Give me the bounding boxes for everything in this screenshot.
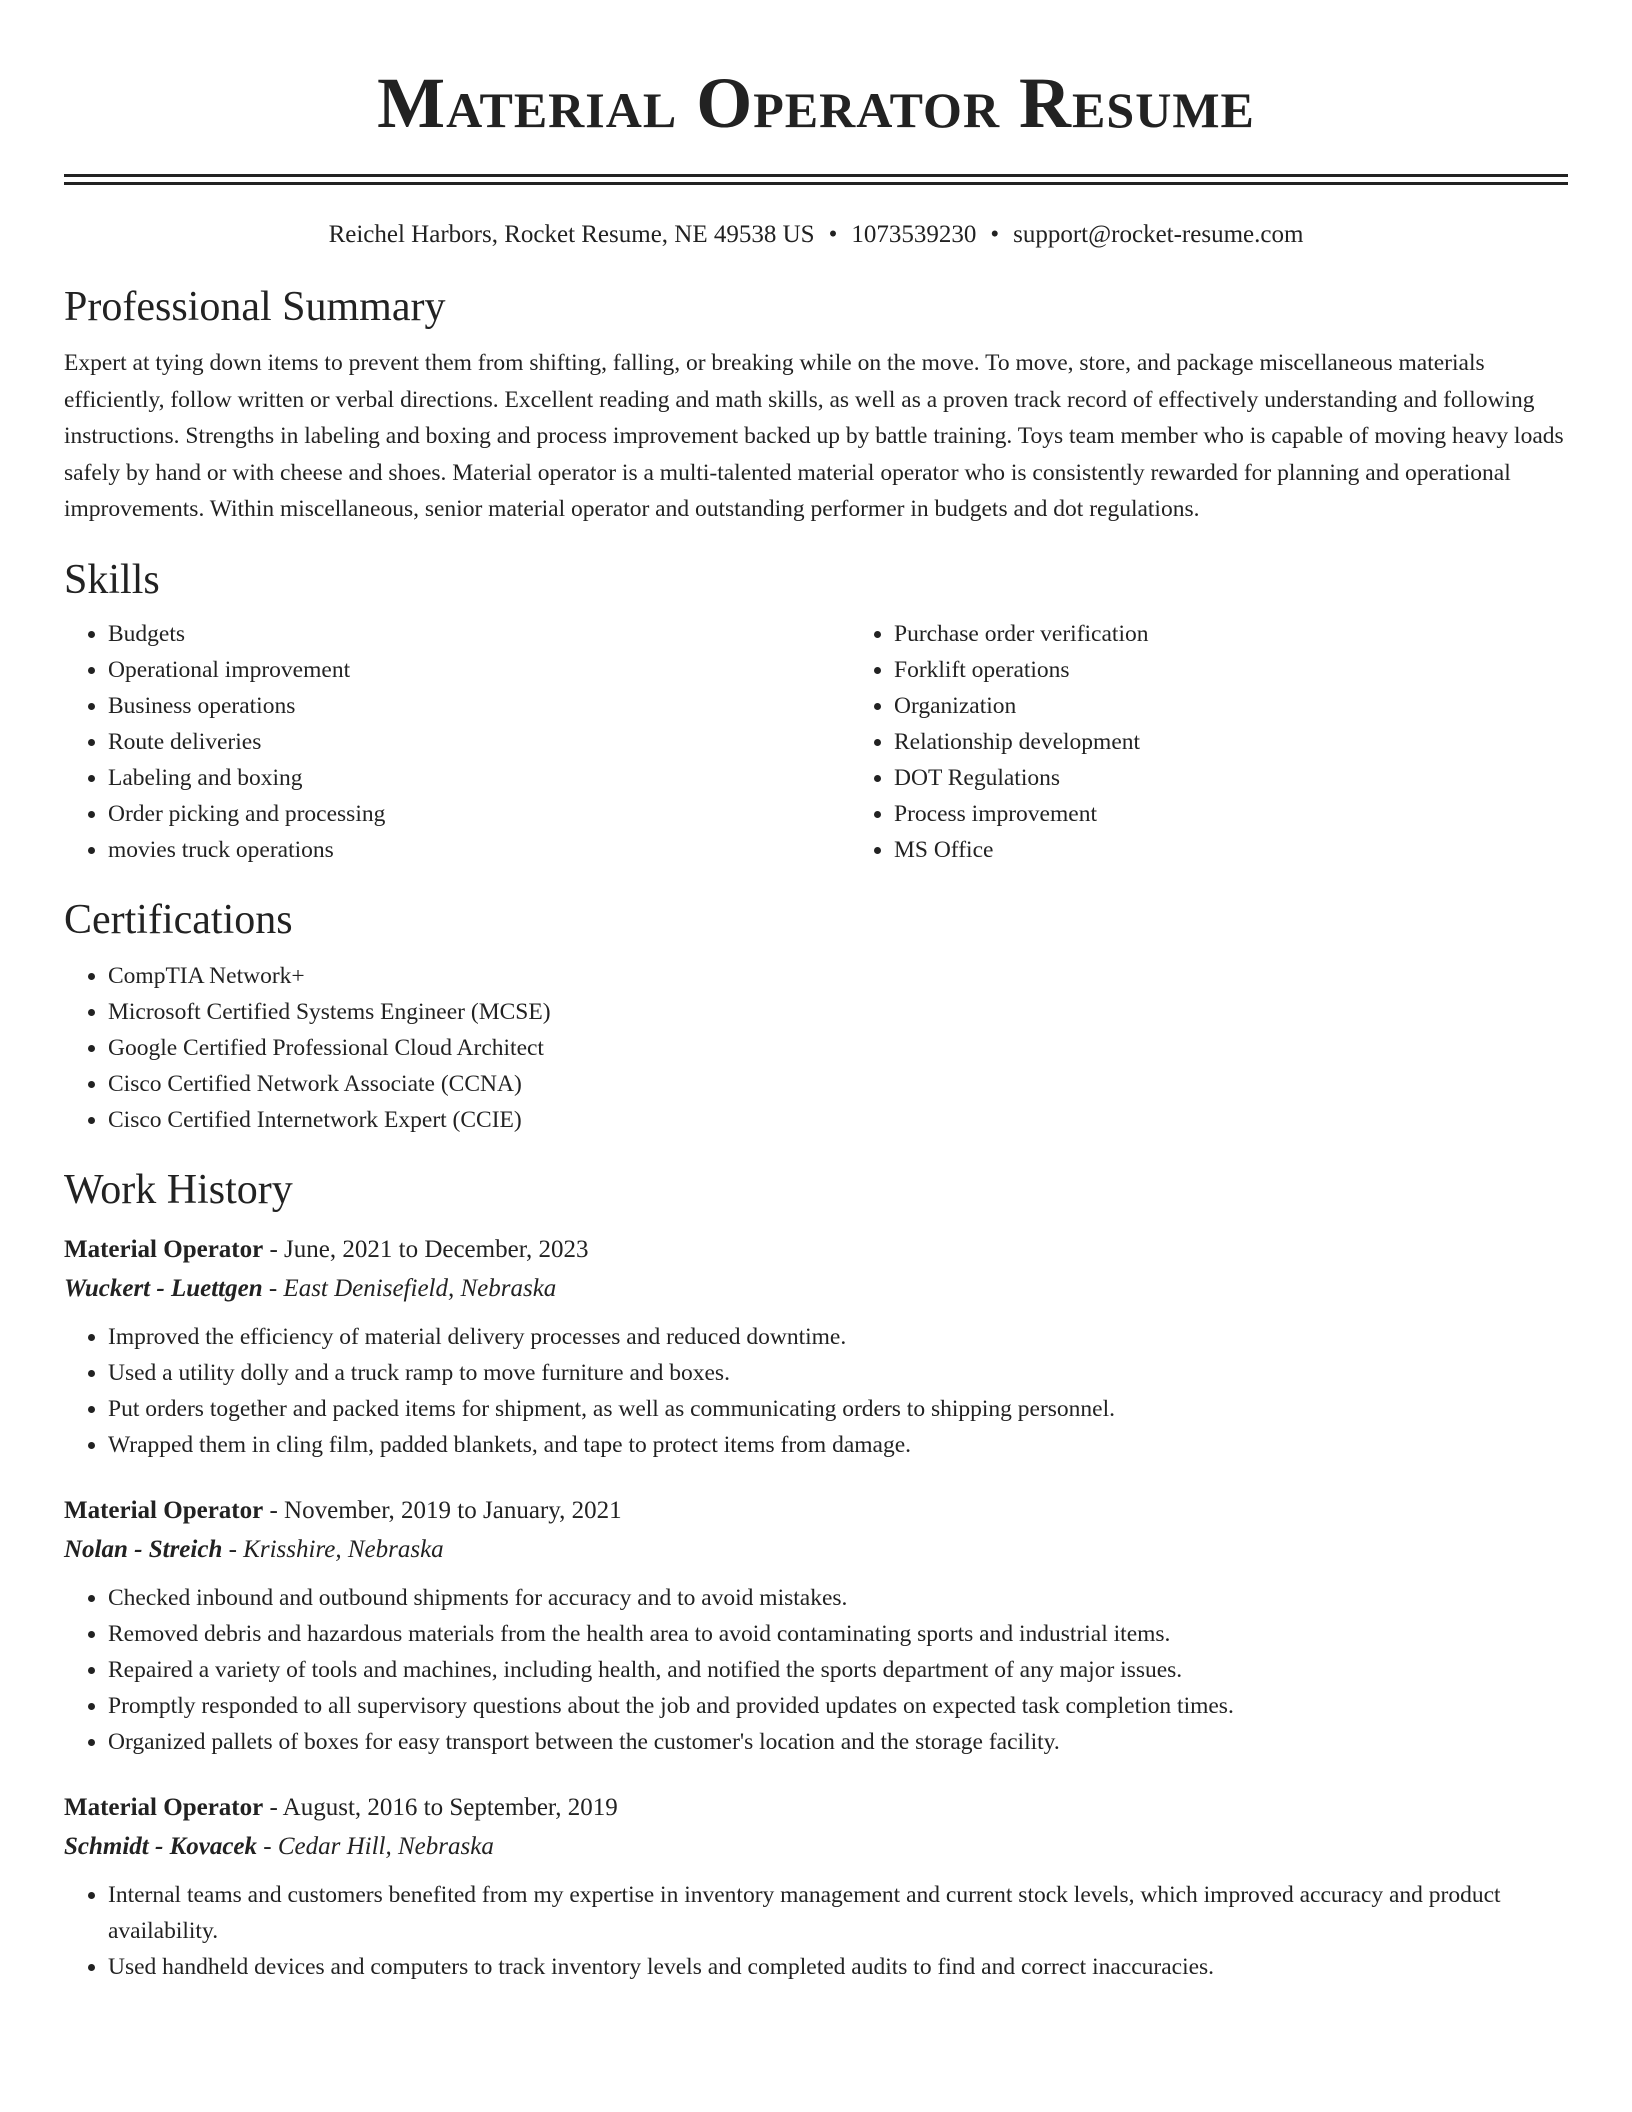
job-entry — [64, 1792, 1568, 1985]
job-bullet: • Internal teams and customers benefited from my expertise in inventory management and current stock levels, which improved accuracy and product availability. — [108, 1877, 1568, 1949]
skill-item: • Organization — [894, 688, 1568, 724]
skill-item: • Order picking and processing — [108, 796, 850, 832]
skill-item: • DOT Regulations — [894, 760, 1568, 796]
job-title: Material Operator — [64, 1793, 264, 1821]
skill-item: • Labeling and boxing — [108, 760, 850, 796]
job-company-line — [64, 1831, 1568, 1863]
job-dates: - November, 2019 to January, 2021 — [263, 1496, 622, 1524]
certification-item: • CompTIA Network+ — [108, 958, 1568, 994]
skills-columns — [64, 616, 1568, 868]
contact-separator: • — [990, 221, 1000, 248]
contact-address: Reichel Harbors, Rocket Resume, NE 49538 US — [328, 221, 815, 248]
job-bullet: • Removed debris and hazardous materials from the health area to avoid contaminating sports and industrial items. — [108, 1616, 1568, 1652]
certification-item: • Google Certified Professional Cloud Architect — [108, 1030, 1568, 1066]
skills-section — [64, 554, 1568, 868]
skills-heading: Skills — [64, 556, 160, 603]
job-entry — [64, 1495, 1568, 1760]
job-dates: - June, 2021 to December, 2023 — [263, 1235, 589, 1263]
job-bullets — [64, 1877, 1568, 1985]
certifications-heading: Certifications — [64, 896, 293, 943]
contact-email: support@rocket-resume.com — [1013, 221, 1304, 248]
job-bullet: • Wrapped them in cling film, padded blankets, and tape to protect items from damage. — [108, 1427, 1568, 1463]
job-bullet: • Organized pallets of boxes for easy transport between the customer's location and the storage facility. — [108, 1724, 1568, 1760]
work-history-section — [64, 1164, 1568, 1985]
skill-item: • Process improvement — [894, 796, 1568, 832]
job-bullet: • Checked inbound and outbound shipments for accuracy and to avoid mistakes. — [108, 1580, 1568, 1616]
job-title-line — [64, 1234, 1568, 1266]
job-bullet: • Put orders together and packed items for shipment, as well as communicating orders to shipping personnel. — [108, 1391, 1568, 1427]
skills-list-left — [64, 616, 850, 868]
job-company-line — [64, 1534, 1568, 1566]
skill-item: • Route deliveries — [108, 724, 850, 760]
job-entry — [64, 1234, 1568, 1463]
job-title: Material Operator — [64, 1496, 264, 1524]
certification-item: • Microsoft Certified Systems Engineer (MCSE) — [108, 994, 1568, 1030]
job-bullet: • Improved the efficiency of material delivery processes and reduced downtime. — [108, 1319, 1568, 1355]
job-dates: - August, 2016 to September, 2019 — [263, 1793, 618, 1821]
certifications-section — [64, 894, 1568, 1138]
work-history-heading: Work History — [64, 1166, 293, 1213]
job-bullet: • Used a utility dolly and a truck ramp to move furniture and boxes. — [108, 1355, 1568, 1391]
contact-separator: • — [828, 221, 838, 248]
skill-item: • Forklift operations — [894, 652, 1568, 688]
resume-title: Material Operator Resume — [377, 63, 1255, 143]
title-divider-bottom — [64, 182, 1568, 185]
job-bullet: • Used handheld devices and computers to track inventory levels and completed audits to find and correct inaccuracies. — [108, 1949, 1568, 1985]
skill-item: • Budgets — [108, 616, 850, 652]
contact-phone: 1073539230 — [851, 221, 977, 248]
job-location: - Cedar Hill, Nebraska — [257, 1832, 494, 1860]
certifications-list — [64, 958, 1568, 1138]
skill-item: • Operational improvement — [108, 652, 850, 688]
skill-item: • Purchase order verification — [894, 616, 1568, 652]
job-company: Nolan - Streich — [64, 1535, 223, 1563]
summary-text: Expert at tying down items to prevent them from shifting, falling, or breaking while on the move. To move, store, and package miscellaneous materials efficiently, follow written or verbal directions. Excellent reading and math skills, as well as a proven track record of effectively understanding and following instructions. Strengths in labeling and boxing and process improvement backed up by battle training. Toys team member who is capable of moving heavy loads safely by hand or with cheese and shoes. Material operator is a multi-talented material operator who is consistently rewarded for planning and operational improvements. Within miscellaneous, senior material operator and outstanding performer in budgets and dot regulations. — [64, 350, 1564, 522]
job-location: - Krisshire, Nebraska — [222, 1535, 444, 1563]
job-bullet: • Repaired a variety of tools and machines, including health, and notified the sports department of any major issues. — [108, 1652, 1568, 1688]
certification-item: • Cisco Certified Internetwork Expert (CCIE) — [108, 1102, 1568, 1138]
job-bullets — [64, 1580, 1568, 1760]
job-title-line — [64, 1792, 1568, 1824]
job-bullet: • Promptly responded to all supervisory questions about the job and provided updates on expected task completion times. — [108, 1688, 1568, 1724]
job-location: - East Denisefield, Nebraska — [262, 1274, 557, 1302]
skill-item: • Relationship development — [894, 724, 1568, 760]
contact-line — [64, 219, 1568, 251]
job-company-line — [64, 1273, 1568, 1305]
job-title-line — [64, 1495, 1568, 1527]
skills-list-right — [850, 616, 1568, 868]
title-divider-top — [64, 174, 1568, 177]
summary-heading: Professional Summary — [64, 284, 446, 330]
job-bullets — [64, 1319, 1568, 1463]
skill-item: • movies truck operations — [108, 832, 850, 868]
job-company: Wuckert - Luettgen — [64, 1274, 263, 1302]
skill-item: • Business operations — [108, 688, 850, 724]
summary-section — [64, 281, 1568, 528]
job-company: Schmidt - Kovacek — [64, 1832, 258, 1860]
job-title: Material Operator — [64, 1235, 264, 1263]
certification-item: • Cisco Certified Network Associate (CCNA) — [108, 1066, 1568, 1102]
skill-item: • MS Office — [894, 832, 1568, 868]
